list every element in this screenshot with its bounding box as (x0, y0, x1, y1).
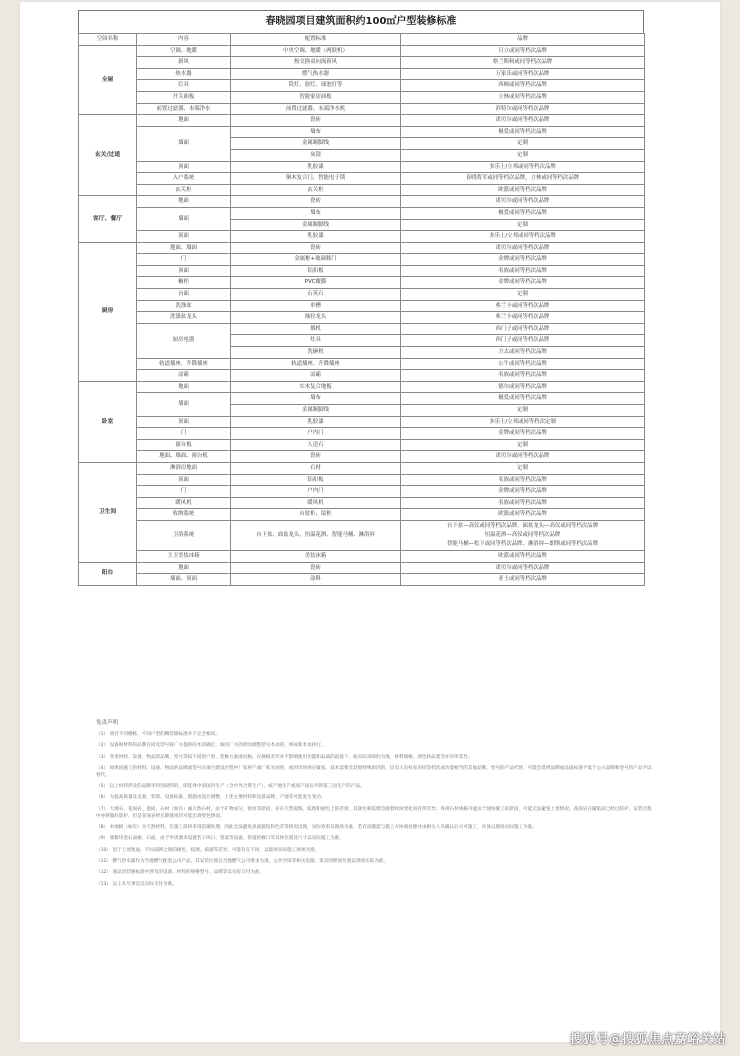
disclaimer-list (96, 731, 656, 888)
table-row (79, 173, 645, 185)
disclaimer-item: （9） 墙板块金石面板、石面、由于申请要求设置若干风口、管道等设备，管道检修口等具体位置及尺寸以实际施工为准。 (96, 836, 344, 842)
brand-cell: 西门子或同等档次品牌 (401, 335, 645, 347)
disclaimer-item: （12） 商品房装修标准中涉及的设备、材料的规格型号、品牌等以实际交付为准。 (96, 870, 265, 876)
content-cell: 收纳系统 (137, 509, 231, 521)
brand-cell: 格兰斯柯或同等档次品牌 (401, 57, 645, 69)
standard-cell: 筒灯、射灯、球泡灯等 (231, 80, 401, 92)
space-name-cell: 卧室 (79, 381, 137, 462)
brand-cell: 欧派或同等档次品牌 (401, 184, 645, 196)
brand-cell: 名族或同等档次品牌 (401, 370, 645, 382)
standard-cell: 瓷砖 (231, 242, 401, 254)
content-cell: 台面 (137, 289, 231, 301)
document-title: 春晓园项目建筑面积约100㎡户型装修标准 (78, 10, 644, 33)
brand-cell: 极爱或同等档次品牌 (401, 393, 645, 405)
content-cell: 墙面 (137, 126, 231, 161)
standard-cell: 瓷砖 (231, 451, 401, 463)
standard-cell: 金属框+玻璃移门 (231, 254, 401, 266)
content-cell: 顶面 (137, 474, 231, 486)
standard-cell: 热交换双向流新风 (231, 57, 401, 69)
table-row (79, 45, 645, 57)
disclaimer-item: （7） 大理石、花岗岩、瓷砖、石材（如有）属天然石材，由于矿物成分、密度等原因，存在天然裂缝、纹理和颜色上的差别；其颜色和纹理会随着时间变化而有所差异，各项石材规格可能由于现场施工的原因，可能无法避免上述情况。花岗岩在辅贴前已经过防护，安装过程中亦将做好防护，但是花岗岩经长期使用仍可能出现变色情况。 (96, 806, 652, 819)
table-row (79, 254, 645, 266)
standard-cell: 乳胶漆 (231, 231, 401, 243)
standard-cell: 墙布 (231, 207, 401, 219)
brand-cell: 极爱或同等档次品牌 (401, 126, 645, 138)
table-row (79, 300, 645, 312)
standard-cell: PVC覆膜 (231, 277, 401, 289)
brand-cell (401, 520, 645, 550)
table-row (79, 550, 645, 562)
standard-cell: 涂料 (231, 574, 401, 586)
content-cell: 门 (137, 428, 231, 440)
table-row (79, 242, 645, 254)
content-cell: 开关面板 (137, 91, 231, 103)
standard-cell: 铜木复合门，智能电子锁 (231, 173, 401, 185)
content-cell: 顶面 (137, 161, 231, 173)
brand-cell: 定制 (401, 149, 645, 161)
standard-cell: 燃气热水器 (231, 68, 401, 80)
table-row (79, 381, 645, 393)
table-row (79, 161, 645, 173)
brand-cell: 弗兰卡或同等档次品牌 (401, 312, 645, 324)
table-row (79, 312, 645, 324)
table-row (79, 497, 645, 509)
standard-cell: 墙布 (231, 126, 401, 138)
table-row (79, 57, 645, 69)
standard-cell: 凉霸 (231, 370, 401, 382)
standard-cell: 玄关柜 (231, 184, 401, 196)
content-cell: 入户系统 (137, 173, 231, 185)
content-cell: 热水器 (137, 68, 231, 80)
table-row (79, 486, 645, 498)
standard-cell: 金属踢脚线 (231, 138, 401, 150)
table-row (79, 416, 645, 428)
disclaimer-item: （2） 设备和材料的品牌在同及型号按厂方提供的术语确定，如因厂方的原因调整型号术语的，则按新术语执行。 (96, 743, 326, 749)
disclaimer-item: （6） 为提高质量及美观，装饰、设备标准、塔施由设计调整，上述主要材料和设备品牌、产地等可能发生变动。 (96, 795, 326, 801)
table-row (79, 358, 645, 370)
brand-cell: 方太或同等档次品牌 (401, 347, 645, 359)
content-cell: 橱柜 (137, 277, 231, 289)
brand-line: 智能马桶—松下或同等档次品牌、淋浴屏—朗斯或同等档次品牌 (447, 540, 598, 547)
standard-cell: 智能家居面板 (231, 91, 401, 103)
disclaimer-item: （10） 因于上述地面，不同品牌之间的颜色、纹理、质感等差异，可能存在不同，以现场实际施工效果为准。 (96, 847, 320, 853)
table-row (79, 574, 645, 586)
table-row (79, 509, 645, 521)
brand-cell: 诺贝尔或同等档次品牌 (401, 196, 645, 208)
brand-cell: 诺贝尔或同等档次品牌 (401, 115, 645, 127)
brand-cell: 诺贝尔或同等档次品牌 (401, 451, 645, 463)
disclaimer-item: （3） 各类材料、设备、物品的品牌、型号等按不同的户型、装修方案或风格，在规格差异并不影响使用功能和品质的前提下，按实际采购的为准，材料规格、颜色和品类等亦有所差异。 (96, 754, 473, 760)
brand-cell: 金牌或同等档次品牌 (401, 254, 645, 266)
space-name-cell: 厨房 (79, 242, 137, 381)
space-name-cell: 全屋 (79, 45, 137, 115)
brand-cell: 定制 (401, 462, 645, 474)
table-row (79, 289, 645, 301)
table-row (79, 115, 645, 127)
table-row (79, 393, 645, 405)
standard-cell: 石英石 (231, 289, 401, 301)
space-name-cell: 客厅、餐厅 (79, 196, 137, 242)
brand-line: 台下盆—高仪或同等档次品牌、面盆龙头—高仪或同等档次品牌 (447, 522, 598, 529)
content-cell: 洗涤盆龙头 (137, 312, 231, 324)
standard-cell: 墙布 (231, 393, 401, 405)
disclaimer-section (96, 718, 656, 892)
disclaimer-item: （5） 以上材料涉及的品牌未特别说明的，即选择中国国内生产（含中外合资生产）、或产地生产或原产国以外的第三国生产的产品。 (96, 784, 365, 790)
brand-cell: 西门子或同等档次品牌 (401, 323, 645, 335)
standard-cell: 金属踢脚线 (231, 219, 401, 231)
table-row (79, 80, 645, 92)
brand-cell: 多乐士/立邦或同等档次品牌 (401, 231, 645, 243)
disclaimer-item: （13） 以上未尽事宜以实际交付为准。 (96, 881, 177, 887)
brand-cell: 定制 (401, 439, 645, 451)
source-watermark: 搜狐号@搜狐焦点嘉峪关站 (569, 1031, 726, 1046)
table-row (79, 184, 645, 196)
brand-cell: 名族或同等档次品牌 (401, 265, 645, 277)
space-name-cell: 玄关/过道 (79, 115, 137, 196)
brand-cell: 定制 (401, 405, 645, 417)
brand-cell: 定制 (401, 289, 645, 301)
standard-cell: 乳胶漆 (231, 161, 401, 173)
content-cell: 淋浴房地面 (137, 462, 231, 474)
content-cell: 墙面 (137, 207, 231, 230)
space-name-cell: 阳台 (79, 562, 137, 585)
brand-cell: 立林或同等档次品牌 (401, 91, 645, 103)
content-cell: 新风 (137, 57, 231, 69)
standard-cell: 户内门 (231, 428, 401, 440)
table-row (79, 428, 645, 440)
standard-cell: 抽拉龙头 (231, 312, 401, 324)
content-cell: 窗台板 (137, 439, 231, 451)
content-cell: 墙面、顶面 (137, 574, 231, 586)
standard-cell: 瓷砖 (231, 562, 401, 574)
brand-cell: 金牌或同等档次品牌 (401, 486, 645, 498)
brand-cell: 名族或同等档次品牌 (401, 497, 645, 509)
table-row (79, 207, 645, 219)
table-row (79, 370, 645, 382)
standard-cell: 暖风机 (231, 497, 401, 509)
standard-cell: 瓷砖 (231, 115, 401, 127)
disclaimer-title: 免责声明 (96, 720, 119, 726)
disclaimer-item: （8） 木地板（如有）为天然材料，在施工前将采用防潮处理，因此无法避免表面裂纹和色差等情况出现，实际效果以现场为准，若有问题需与施工方协商处理并由相关人员确认后方可施工，具体以现场实际施工为准。 (96, 825, 537, 831)
table-row (79, 196, 645, 208)
standard-cell: 人造石 (231, 439, 401, 451)
column-header: 空间名称 (79, 34, 137, 46)
decoration-standard-sheet (78, 10, 644, 586)
content-cell: 墙面 (137, 393, 231, 416)
spec-table (78, 33, 645, 586)
content-cell: 玄关柜 (137, 184, 231, 196)
brand-cell: 定制 (401, 219, 645, 231)
standard-cell: 烟机 (231, 323, 401, 335)
brand-cell: 德尔或同等档次品牌 (401, 381, 645, 393)
space-name-cell: 卫生间 (79, 462, 137, 562)
content-cell: 顶面 (137, 265, 231, 277)
brand-cell: 万家乐或同等档次品牌 (401, 68, 645, 80)
content-cell: 灯具 (137, 80, 231, 92)
brand-cell: 多乐士/立邦或同等档次品牌 (401, 161, 645, 173)
brand-cell: 公牛或同等档次品牌 (401, 358, 645, 370)
content-cell: 卫浴系统 (137, 520, 231, 550)
table-row (79, 562, 645, 574)
content-cell: 地面 (137, 115, 231, 127)
content-cell: 地面、墙面、窗台板 (137, 451, 231, 463)
brand-cell: 极爱或同等档次品牌 (401, 207, 645, 219)
column-header: 品牌 (401, 34, 645, 46)
disclaimer-item: （4） 如果因施工的材料、设备、物品的品牌或型号在项目建设过程中厂家停产或厂家关闭的，或因市场供应紧张、技术需要及其他特殊原因的，出卖人有权采用同等档次或功能相当的其他品牌、型号的产品代替，可能会选择品牌或品质标准不低于公示品牌和型号的产品予以替代。 (96, 765, 652, 778)
standard-cell: 洗碗机 (231, 347, 401, 359)
table-row (79, 277, 645, 289)
standard-cell: 户内门 (231, 486, 401, 498)
standard-cell: 瓷砖 (231, 196, 401, 208)
table-row (79, 103, 645, 115)
standard-cell: 金属踢脚线 (231, 405, 401, 417)
content-cell: 厨房电器 (137, 323, 231, 358)
column-header: 内容 (137, 34, 231, 46)
table-row (79, 126, 645, 138)
brand-line: 恒温花洒—高仪或同等档次品牌 (484, 531, 561, 538)
brand-cell: 多乐士/立邦或同等档次定制 (401, 416, 645, 428)
brand-cell: 诺贝尔或同等档次品牌 (401, 562, 645, 574)
brand-cell: 欧派或同等档次品牌 (401, 509, 645, 521)
standard-cell: 实木复合地板 (231, 381, 401, 393)
standard-cell: 前置过滤器、末端净水机 (231, 103, 401, 115)
spec-table-body (79, 45, 645, 585)
standard-cell: 台下盆、面盆龙头、恒温花洒、智能马桶、淋浴屏 (231, 520, 401, 550)
table-row (79, 91, 645, 103)
standard-cell: 单槽 (231, 300, 401, 312)
content-cell: 空调、地暖 (137, 45, 231, 57)
table-row (79, 451, 645, 463)
content-cell: 地面 (137, 381, 231, 393)
standard-cell: 轨道插座、升降插座 (231, 358, 401, 370)
brand-cell: 欧派或同等档次品牌 (401, 550, 645, 562)
standard-cell: 灶具 (231, 335, 401, 347)
brand-cell: 春晓将军或同等档次品牌，立林或同等档次品牌 (401, 173, 645, 185)
content-cell: 门 (137, 254, 231, 266)
content-cell: 门 (137, 486, 231, 498)
brand-cell: 诺贝尔或同等档次品牌 (401, 242, 645, 254)
brand-cell: 金牌或同等档次品牌 (401, 428, 645, 440)
standard-cell: 灰镜 (231, 149, 401, 161)
brand-cell: 滨特尔或同等档次品牌 (401, 103, 645, 115)
standard-cell: 石材 (231, 462, 401, 474)
content-cell: 地面 (137, 562, 231, 574)
brand-cell: 名族或同等档次品牌 (401, 474, 645, 486)
brand-cell: 日立或同等档次品牌 (401, 45, 645, 57)
brand-cell: 定制 (401, 138, 645, 150)
standard-cell: 台盆柜、镜柜 (231, 509, 401, 521)
content-cell: 顶面 (137, 416, 231, 428)
brand-cell: 金牌或同等档次品牌 (401, 277, 645, 289)
table-row (79, 474, 645, 486)
disclaimer-item: （1） 项目不同楼栋、不同户型的精装修标准并不完全相同。 (96, 732, 220, 737)
content-cell: 地面 (137, 196, 231, 208)
table-row (79, 439, 645, 451)
column-header: 配置标准 (231, 34, 401, 46)
content-cell: 轨道插座、升降插座 (137, 358, 231, 370)
standard-cell: 铝扣板 (231, 474, 401, 486)
brand-cell: 弗兰卡或同等档次品牌 (401, 300, 645, 312)
brand-cell: 亚士或同等档次品牌 (401, 574, 645, 586)
content-cell: 前置过滤器、末端净水 (137, 103, 231, 115)
content-cell: 主卫美妆冰箱 (137, 550, 231, 562)
brand-cell: 西顿或同等档次品牌 (401, 80, 645, 92)
content-cell: 地面、墙面 (137, 242, 231, 254)
standard-cell: 美妆冰箱 (231, 550, 401, 562)
disclaimer-item: （11） 燃气热水器作为当地燃气配套公司产品，其安装位置以当地燃气公司要求为准，公共空间等相关电器、家具的摆放位置以现场实际为准。 (96, 858, 389, 864)
standard-cell: 乳胶漆 (231, 416, 401, 428)
table-row (79, 68, 645, 80)
table-row (79, 265, 645, 277)
content-cell: 凉霸 (137, 370, 231, 382)
table-row (79, 323, 645, 335)
table-row (79, 231, 645, 243)
standard-cell: 铝扣板 (231, 265, 401, 277)
table-row (79, 520, 645, 550)
content-cell: 顶面 (137, 231, 231, 243)
content-cell: 洗涤盆 (137, 300, 231, 312)
content-cell: 暖风机 (137, 497, 231, 509)
standard-cell: 中央空调、地暖（两联机） (231, 45, 401, 57)
table-row (79, 462, 645, 474)
table-header-row (79, 34, 645, 46)
